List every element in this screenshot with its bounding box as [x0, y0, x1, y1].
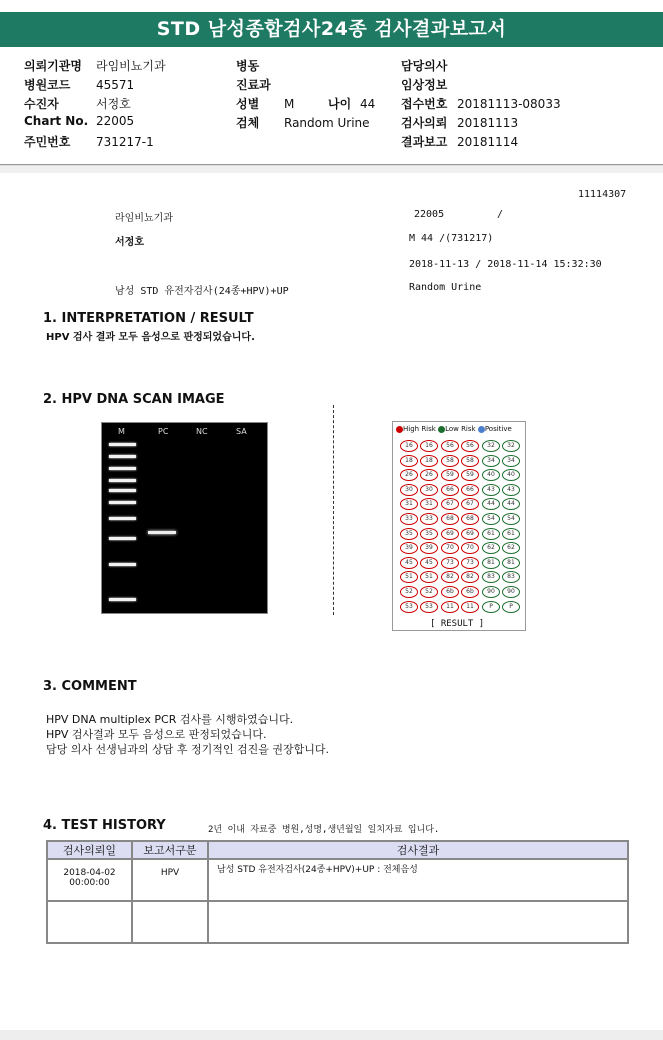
- cell-empty: [47, 901, 132, 943]
- well: 83: [482, 571, 500, 583]
- ladder-band: [109, 598, 136, 601]
- well: 11: [461, 601, 479, 613]
- report-title: STD 남성종합검사24종 검사결과보고서: [0, 12, 663, 47]
- cell-result: 남성 STD 유전자검사(24종+HPV)+UP : 전체음성: [208, 859, 628, 901]
- well: 33: [420, 513, 438, 525]
- well: 62: [482, 542, 500, 554]
- well: P: [502, 601, 520, 613]
- ladder-band: [109, 517, 136, 520]
- info-dates: 2018-11-13 / 2018-11-14 15:32:30: [409, 259, 602, 270]
- label-sex: 성별: [236, 97, 260, 111]
- ladder-band: [109, 501, 136, 504]
- col-report-type: 보고서구분: [132, 841, 208, 859]
- well: 51: [400, 571, 418, 583]
- well: 30: [400, 484, 418, 496]
- well: 26: [420, 469, 438, 481]
- well: 56: [461, 440, 479, 452]
- well: 35: [400, 528, 418, 540]
- well: 11: [441, 601, 459, 613]
- well: 40: [482, 469, 500, 481]
- well: 90: [482, 586, 500, 598]
- well: 68: [441, 513, 459, 525]
- well: 90: [502, 586, 520, 598]
- well: 66: [441, 484, 459, 496]
- col-request-date: 검사의뢰일: [47, 841, 132, 859]
- well: 18: [400, 455, 418, 467]
- col-result: 검사결과: [208, 841, 628, 859]
- label-patient: 수진자: [24, 97, 59, 111]
- well: 30: [420, 484, 438, 496]
- well: 40: [502, 469, 520, 481]
- result-caption: [ RESULT ]: [430, 619, 485, 629]
- cell-date: [47, 859, 132, 901]
- well: 6b: [461, 586, 479, 598]
- well: 59: [441, 469, 459, 481]
- well: 83: [502, 571, 520, 583]
- legend-low: Low Risk: [445, 425, 476, 433]
- info-sex-age: M 44 /(731217): [409, 233, 494, 244]
- well: 43: [482, 484, 500, 496]
- well: 44: [482, 498, 500, 510]
- well: 45: [420, 557, 438, 569]
- well: 43: [502, 484, 520, 496]
- value-report-date: 20181114: [457, 135, 519, 149]
- value-receipt-no: 20181113-08033: [457, 97, 561, 111]
- value-chart-no: 22005: [96, 114, 135, 128]
- table-row: [47, 859, 628, 901]
- well: 58: [441, 455, 459, 467]
- low-risk-dot: [438, 426, 445, 433]
- well: 61: [502, 528, 520, 540]
- value-specimen: Random Urine: [284, 116, 370, 130]
- well: 16: [400, 440, 418, 452]
- value-hospital-code: 45571: [96, 78, 135, 92]
- label-resident-no: 주민번호: [24, 135, 71, 149]
- well: 61: [482, 528, 500, 540]
- info-chart: 22005: [414, 209, 445, 220]
- info-patient: 서정호: [115, 237, 144, 248]
- well: 82: [461, 571, 479, 583]
- label-department: 진료과: [236, 78, 271, 92]
- divider-band: [0, 165, 663, 173]
- well: 34: [502, 455, 520, 467]
- well: 54: [482, 513, 500, 525]
- well: 59: [461, 469, 479, 481]
- label-clinical-info: 임상정보: [401, 78, 448, 92]
- well: 54: [502, 513, 520, 525]
- history-table: [46, 840, 629, 944]
- interpretation-text: HPV 검사 결과 모두 음성으로 판정되었습니다.: [46, 332, 255, 343]
- ladder-band: [109, 467, 136, 470]
- lane-label-sa: SA: [236, 427, 247, 436]
- history-note: 2년 이내 자료중 병원,성명,생년월일 일치자료 입니다.: [208, 825, 440, 835]
- footer-band: [0, 1030, 663, 1040]
- well: 44: [502, 498, 520, 510]
- lane-label-nc: NC: [196, 427, 208, 436]
- lane-label-pc: PC: [158, 427, 169, 436]
- well: 39: [420, 542, 438, 554]
- label-doctor: 담당의사: [401, 59, 448, 73]
- value-institution: 라임비뇨기과: [96, 59, 166, 73]
- hpv-well-grid: [392, 421, 526, 631]
- lane-label-m: M: [118, 427, 125, 436]
- ladder-band: [109, 479, 136, 482]
- report-code: 11114307: [578, 189, 627, 200]
- well: 69: [461, 528, 479, 540]
- well: 66: [461, 484, 479, 496]
- pc-band: [148, 531, 176, 534]
- comment-line: HPV 검사결과 모두 음성으로 판정되었습니다.: [46, 728, 267, 741]
- comment-line: HPV DNA multiplex PCR 검사를 시행하였습니다.: [46, 713, 294, 726]
- well: 73: [441, 557, 459, 569]
- well: 70: [441, 542, 459, 554]
- well: 82: [441, 571, 459, 583]
- well: 58: [461, 455, 479, 467]
- cell-empty: [208, 901, 628, 943]
- high-risk-dot: [396, 426, 403, 433]
- well: 62: [502, 542, 520, 554]
- table-header-row: [47, 841, 628, 859]
- well: 34: [482, 455, 500, 467]
- legend: [396, 425, 512, 433]
- cell-empty: [132, 901, 208, 943]
- well: 53: [420, 601, 438, 613]
- well: 52: [400, 586, 418, 598]
- well: 26: [400, 469, 418, 481]
- ladder-band: [109, 489, 136, 492]
- well: 16: [420, 440, 438, 452]
- dashed-divider: [333, 405, 334, 615]
- cell-type: HPV: [132, 859, 208, 901]
- value-request-date: 20181113: [457, 116, 519, 130]
- label-ward: 병동: [236, 59, 260, 73]
- well: 56: [441, 440, 459, 452]
- value-age: 44: [360, 97, 376, 111]
- well: 31: [420, 498, 438, 510]
- label-institution: 의뢰기관명: [24, 59, 82, 73]
- label-receipt-no: 접수번호: [401, 97, 448, 111]
- value-resident-no: 731217-1: [96, 135, 154, 149]
- section-history-title: 4. TEST HISTORY: [43, 818, 166, 833]
- comment-line: 담당 의사 선생님과의 상담 후 정기적인 검진을 권장합니다.: [46, 743, 329, 756]
- value-patient: 서정호: [96, 97, 131, 111]
- section-interpretation-title: 1. INTERPRETATION / RESULT: [43, 311, 254, 326]
- well: 35: [420, 528, 438, 540]
- ladder-band: [109, 443, 136, 446]
- info-slash: /: [497, 209, 504, 220]
- well: P: [482, 601, 500, 613]
- ladder-band: [109, 455, 136, 458]
- ladder-band: [109, 537, 136, 540]
- well: 67: [461, 498, 479, 510]
- positive-dot: [478, 426, 485, 433]
- row-date: 2018-04-02: [63, 868, 116, 878]
- info-test: 남성 STD 유전자검사(24종+HPV)+UP: [115, 286, 289, 297]
- row-time: 00:00:00: [69, 878, 110, 888]
- legend-high: High Risk: [403, 425, 436, 433]
- legend-pos: Positive: [484, 425, 512, 433]
- well: 32: [482, 440, 500, 452]
- well: 81: [502, 557, 520, 569]
- label-report-date: 결과보고: [401, 135, 448, 149]
- well: 45: [400, 557, 418, 569]
- ladder-band: [109, 563, 136, 566]
- well: 39: [400, 542, 418, 554]
- label-request-date: 검사의뢰: [401, 116, 448, 130]
- value-sex: M: [284, 97, 295, 111]
- well: 69: [441, 528, 459, 540]
- well: 73: [461, 557, 479, 569]
- info-clinic: 라임비뇨기과: [115, 213, 173, 224]
- label-hospital-code: 병원코드: [24, 78, 71, 92]
- label-specimen: 검체: [236, 116, 260, 130]
- label-age: 나이: [328, 97, 352, 111]
- well: 32: [502, 440, 520, 452]
- section-scan-title: 2. HPV DNA SCAN IMAGE: [43, 392, 225, 407]
- well: 52: [420, 586, 438, 598]
- well: 68: [461, 513, 479, 525]
- well: 81: [482, 557, 500, 569]
- well: 31: [400, 498, 418, 510]
- well: 18: [420, 455, 438, 467]
- well: 51: [420, 571, 438, 583]
- well: 53: [400, 601, 418, 613]
- well: 70: [461, 542, 479, 554]
- well: 33: [400, 513, 418, 525]
- well: 6b: [441, 586, 459, 598]
- gel-image: [101, 422, 268, 614]
- info-specimen: Random Urine: [409, 282, 482, 293]
- table-row: [47, 901, 628, 943]
- label-chart-no: Chart No.: [24, 114, 89, 128]
- well: 67: [441, 498, 459, 510]
- section-comment-title: 3. COMMENT: [43, 679, 137, 694]
